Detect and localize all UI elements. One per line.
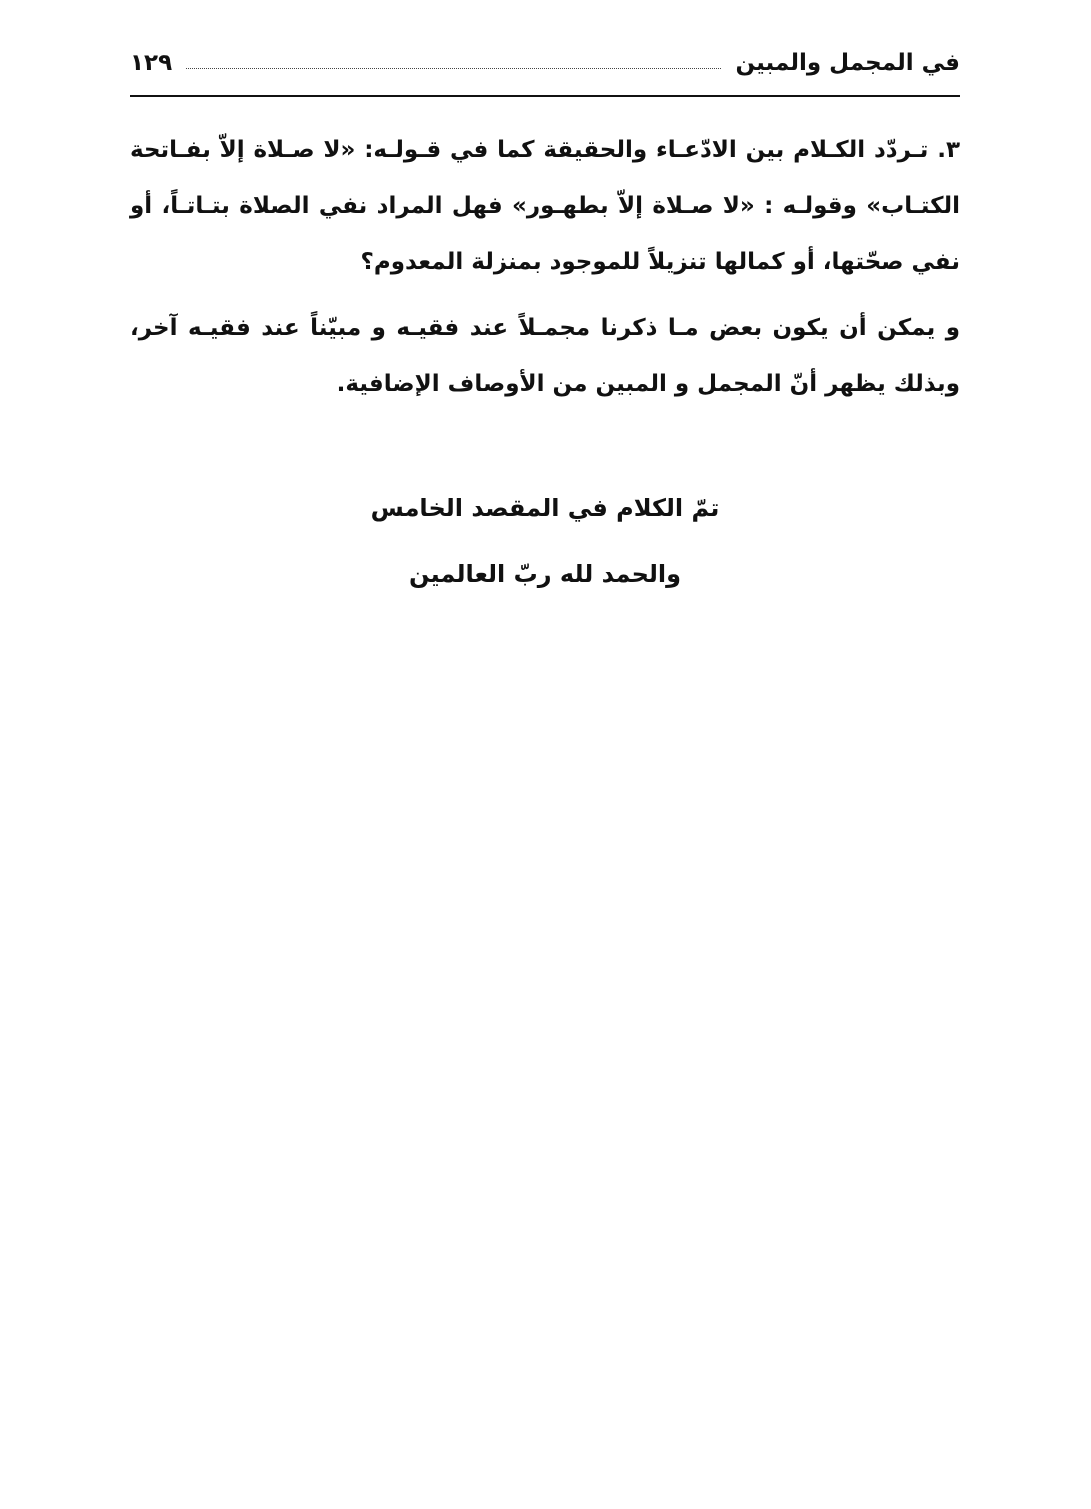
closing-line-2: والحمد لله ربّ العالمين — [408, 560, 682, 588]
running-title: في المجمل والمبين — [735, 50, 960, 76]
main-text — [130, 122, 960, 422]
dotted-leader — [186, 68, 721, 69]
closing-line-1: تمّ الكلام في المقصد الخامس — [370, 494, 720, 522]
page-header — [130, 38, 960, 88]
closing-section — [130, 475, 960, 607]
header-divider — [130, 95, 960, 97]
paragraph-2: و يمكن أن يكون بعض مـا ذكرنا مجمـلاً عند فقيـه و مبيّناً عند فقيـه آخر، وبذلك يظهر أنّ المجمل و المبين من الأوصاف الإضافية. — [130, 315, 960, 397]
paragraph-1: ٣. تـردّد الكـلام بين الادّعـاء والحقيقة كما في قـولـه: «لا صـلاة إلاّ بفـاتحة الكتـاب» وقولـه : «لا صـلاة إلاّ بطهـور» فهل المراد نفي الصلاة بتـاتـاً، أو نفي صحّتها، أو كمالها تنزيلاً للموجود بمنزلة المعدوم؟ — [130, 137, 960, 275]
page-number: ١٢٩ — [130, 50, 173, 76]
